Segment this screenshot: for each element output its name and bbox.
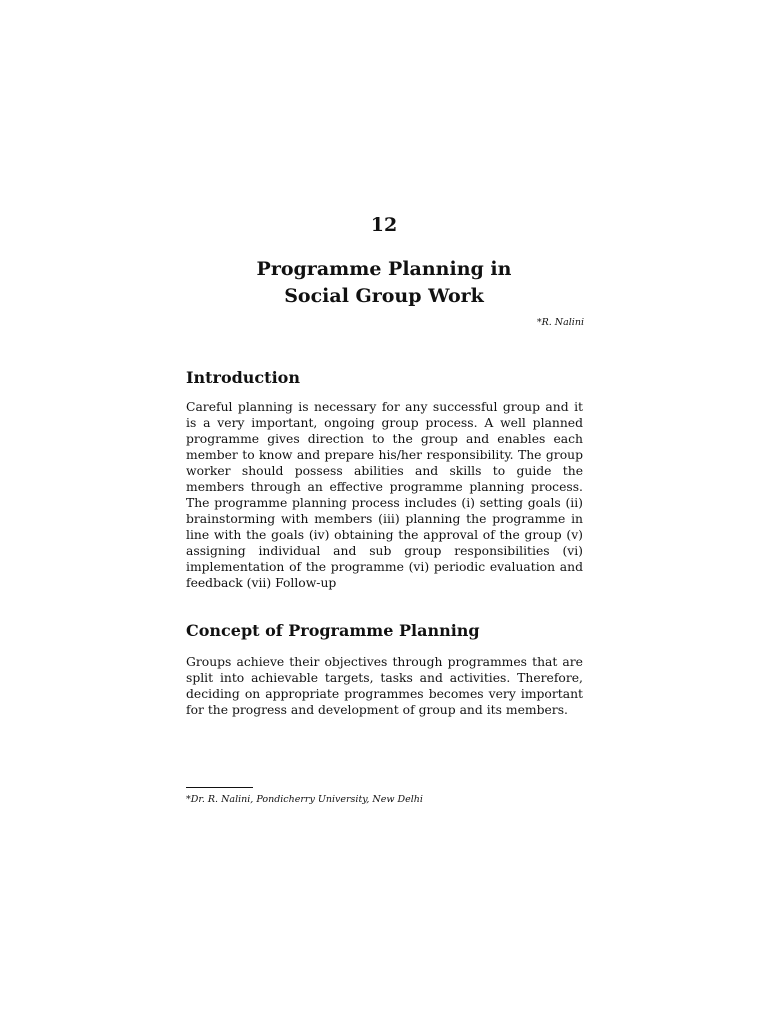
author-footnote: *Dr. R. Nalini, Pondicherry University, New Delhi: [186, 794, 423, 805]
chapter-title-line-2: Social Group Work: [284, 285, 484, 307]
chapter-title-line-1: Programme Planning in: [256, 258, 512, 280]
footnote-divider: [186, 787, 253, 788]
introduction-paragraph: Careful planning is necessary for any successful group and it is a very important, ongoing group process. A well planned programme gives direction to the group and enables each member to know and prepare his/her responsibility. The group worker should possess abilities and skills to guide the members through an effective programme planning process. The programme planning process includes (i) setting goals (ii) brainstorming with members (iii) planning the programme in line with the goals (iv) obtaining the approval of the group (v) assigning individual and sub group responsibilities (vi) implementation of the programme (vi) periodic evaluation and feedback (vii) Follow-up: [186, 400, 583, 590]
concept-heading: Concept of Programme Planning: [186, 621, 480, 640]
chapter-title: [184, 256, 584, 310]
chapter-number: 12: [370, 214, 398, 236]
concept-paragraph: Groups achieve their objectives through programmes that are split into achievable targets, tasks and activities. Therefore, deciding on appropriate programmes becomes very important for the progress and development of group and its members.: [186, 655, 583, 717]
introduction-heading: Introduction: [186, 368, 300, 387]
author-credit: *R. Nalini: [536, 317, 584, 328]
